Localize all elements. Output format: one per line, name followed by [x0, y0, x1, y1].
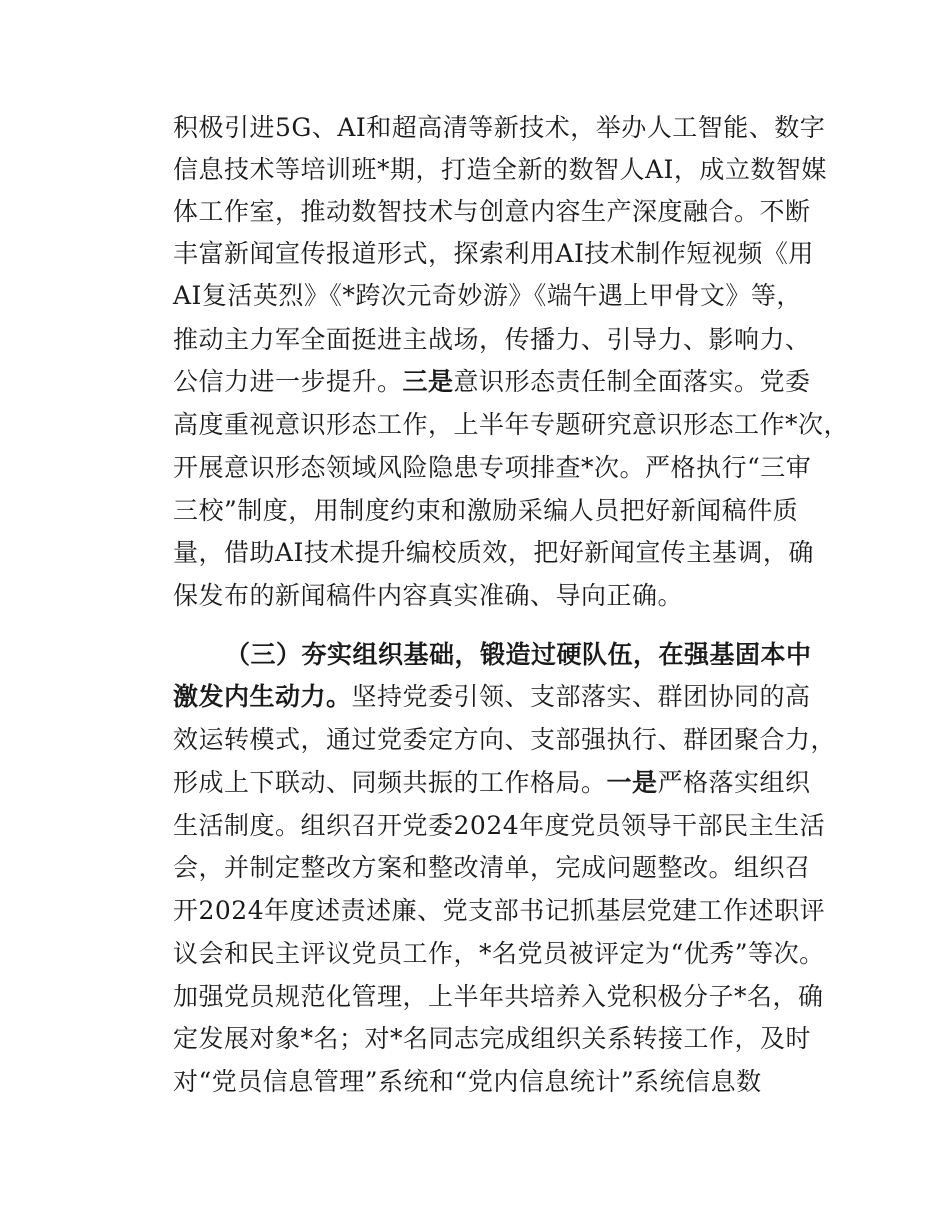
paragraph-2-line-10: 定发展对象*名；对*名同志完成组织关系转接工作，及时: [173, 1024, 812, 1053]
paragraph-1-line-7-pre: 公信力进一步提升。: [173, 367, 403, 396]
paragraph-2-line-11: 对“党员信息管理”系统和“党内信息统计”系统信息数: [173, 1067, 762, 1096]
paragraph-2-line-4-post: 严格落实组织: [657, 768, 811, 797]
paragraph-1-line-6: 推动主力军全面挺进主战场，传播力、引导力、影响力、: [173, 325, 811, 354]
paragraph-2-line-4-pre: 形成上下联动、同频共振的工作格局。: [173, 768, 607, 797]
paragraph-1-line-2: 信息技术等培训班*期，打造全新的数智人AI，成立数智媒: [173, 155, 827, 184]
paragraph-1-line-7: [173, 361, 811, 403]
paragraph-2-line-3: 效运转模式，通过党委定方向、支部强执行、群团聚合力，: [173, 725, 837, 754]
paragraph-2-line-4: [173, 762, 811, 804]
paragraph-1-line-5: AI复活英烈》《*跨次元奇妙游》《端午遇上甲骨文》等，: [173, 281, 802, 310]
paragraph-2-line-2: [173, 676, 811, 718]
paragraph-1-line-7-bold: 三是: [402, 367, 454, 396]
paragraph-1-line-11: 量，借助AI技术提升编校质效，把好新闻宣传主基调，确: [173, 538, 814, 567]
paragraph-2-line-6: 会，并制定整改方案和整改清单，完成问题整改。组织召: [173, 853, 811, 882]
paragraph-2-line-5: 生活制度。组织召开党委2024年度党员领导干部民主生活: [173, 811, 826, 840]
paragraph-2-line-4-bold: 一是: [606, 768, 658, 797]
paragraph-2-line-8: 议会和民主评议党员工作，*名党员被评定为“优秀”等次。: [173, 939, 825, 968]
paragraph-2-line-9: 加强党员规范化管理，上半年共培养入党积极分子*名，确: [173, 982, 824, 1011]
paragraph-1-line-10: 三校”制度，用制度约束和激励采编人员把好新闻稿件质: [173, 496, 799, 525]
paragraph-2-line-7: 开2024年度述责述廉、党支部书记抓基层党建工作述职评: [173, 896, 826, 925]
paragraph-2-line-2-post: 坚持党委引领、支部落实、群团协同的高: [351, 682, 811, 711]
paragraph-1-line-4: 丰富新闻宣传报道形式，探索利用AI技术制作短视频《用: [173, 239, 814, 268]
section-heading-line-1: （三）夯实组织基础，锻造过硬队伍，在强基固本中: [225, 640, 812, 669]
paragraph-1-line-1: 积极引进5G、AI和超高清等新技术，举办人工智能、数字: [173, 113, 826, 142]
paragraph-1-line-7-post: 意识形态责任制全面落实。党委: [453, 367, 811, 396]
paragraph-1-line-8: 高度重视意识形态工作，上半年专题研究意识形态工作*次，: [173, 410, 850, 439]
paragraph-1-line-3: 体工作室，推动数智技术与创意内容生产深度融合。不断: [173, 197, 811, 226]
paragraph-1-line-12: 保发布的新闻稿件内容真实准确、导向正确。: [173, 581, 684, 610]
paragraph-1-line-9: 开展意识形态领域风险隐患专项排查*次。严格执行“三审: [173, 453, 812, 482]
section-heading-line-2: 激发内生动力。: [173, 682, 352, 711]
